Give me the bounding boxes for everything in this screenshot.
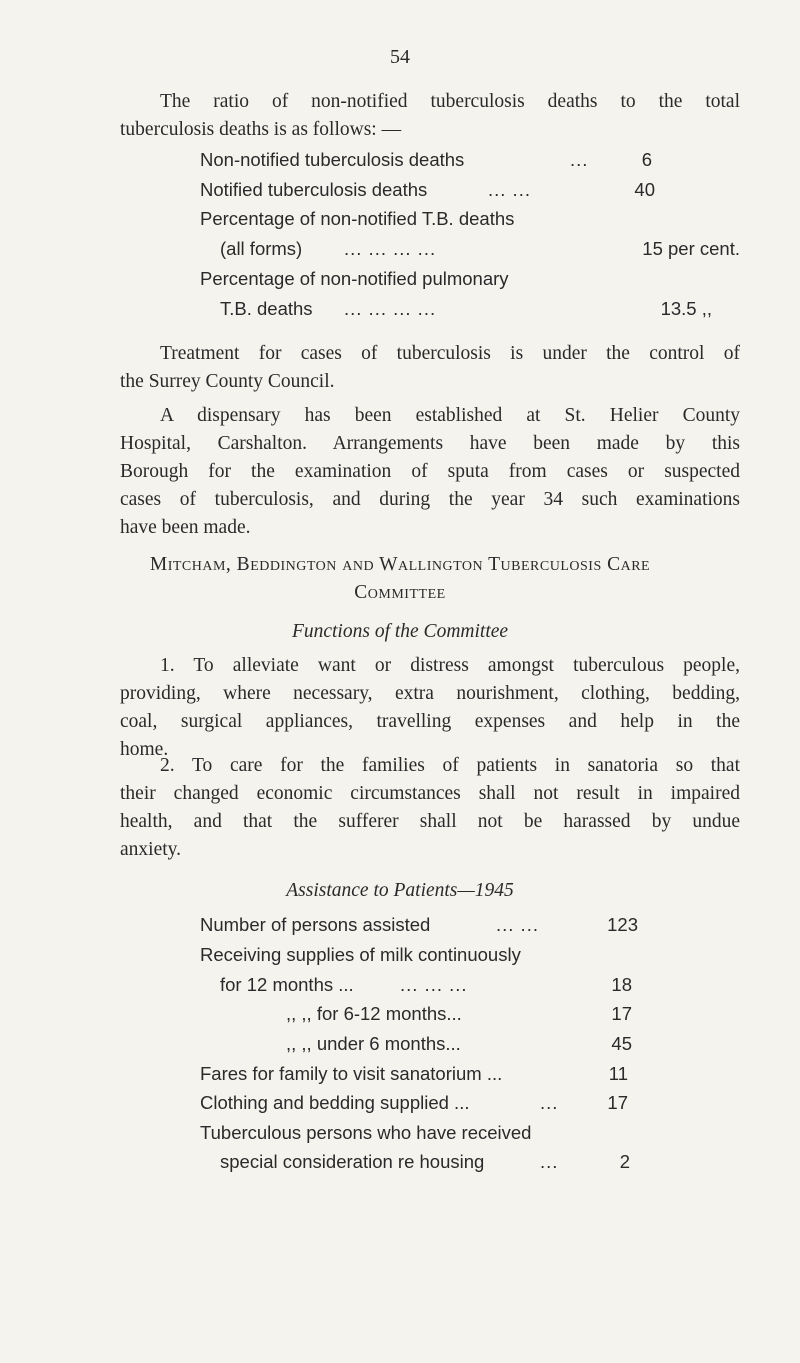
assistance-label: Fares for family to visit sanatorium ... — [200, 1063, 503, 1084]
treatment-line: Treatment for cases of tuberculosis is under the control of — [160, 343, 740, 364]
dispensary-paragraph — [120, 402, 740, 542]
treatment-line: the Surrey County Council. — [120, 371, 335, 392]
assistance-label: Tuberculous persons who have received — [200, 1122, 532, 1143]
function-line: health, and that the sufferer shall not be harassed by undue — [120, 811, 740, 832]
ratio-row — [200, 146, 700, 174]
leader-dots: ... ... — [488, 179, 531, 200]
function-line: anxiety. — [120, 839, 182, 860]
assistance-label: Number of persons assisted — [200, 914, 431, 935]
functions-heading: Functions of the Committee — [291, 621, 509, 642]
assistance-row — [200, 1119, 700, 1147]
ratio-label: T.B. deaths — [220, 298, 313, 319]
ratio-label: Non-notified tuberculosis deaths — [200, 149, 465, 170]
page-number: 54 — [390, 46, 410, 68]
leader-dots: ... — [540, 1151, 559, 1172]
ratio-row — [200, 235, 740, 263]
assistance-value: 11 — [608, 1063, 628, 1084]
assistance-value: 2 — [619, 1151, 630, 1172]
function-line: their changed economic circumstances shall not result in impaired — [120, 783, 740, 804]
ratio-value: 13.5 ,, — [660, 298, 712, 319]
ratio-label: Notified tuberculosis deaths — [200, 179, 428, 200]
assistance-value: 45 — [611, 1033, 632, 1054]
assistance-label: for 12 months ... — [220, 974, 354, 995]
assistance-row — [200, 1148, 700, 1176]
leader-dots: ... ... ... — [400, 974, 468, 995]
function-1-paragraph — [120, 652, 740, 764]
dispensary-line: A dispensary has been established at St. Helier County — [160, 405, 740, 426]
ratio-row — [200, 176, 700, 204]
assistance-label: special consideration re housing — [220, 1151, 485, 1172]
assistance-heading: Assistance to Patients—1945 — [286, 880, 514, 901]
ratio-label: Percentage of non-notified T.B. deaths — [200, 208, 515, 229]
ratio-value: 15 per cent. — [642, 238, 740, 259]
ratio-label: (all forms) — [220, 238, 303, 259]
assistance-row — [200, 1030, 700, 1058]
intro-line: The ratio of non-notified tuberculosis deaths to the total — [160, 91, 740, 112]
leader-dots: ... — [540, 1092, 559, 1113]
assistance-value: 18 — [611, 974, 632, 995]
treatment-paragraph — [120, 340, 740, 396]
assistance-label: Clothing and bedding supplied ... — [200, 1092, 470, 1113]
intro-line: tuberculosis deaths is as follows: — — [120, 119, 402, 140]
assistance-row — [200, 1000, 700, 1028]
leader-dots: ... ... ... ... — [344, 298, 437, 319]
leader-dots: ... ... ... ... — [344, 238, 437, 259]
function-line: 2. To care for the families of patients in sanatoria so that — [160, 755, 740, 776]
committee-title: Mitcham, Beddington and Wallington Tuberculosis Care — [149, 554, 651, 575]
dispensary-line: cases of tuberculosis, and during the year 34 such examinations — [120, 489, 740, 510]
assistance-row — [200, 1089, 700, 1117]
assistance-value: 123 — [607, 914, 638, 935]
assistance-label: ,, ,, for 6-12 months... — [286, 1003, 462, 1024]
intro-paragraph — [120, 88, 740, 144]
dispensary-line: Borough for the examination of sputa from cases or suspected — [120, 461, 740, 482]
assistance-label: Receiving supplies of milk continuously — [200, 944, 521, 965]
assistance-value: 17 — [611, 1003, 632, 1024]
committee-title: Committee — [354, 582, 446, 603]
ratio-label: Percentage of non-notified pulmonary — [200, 268, 509, 289]
dispensary-line: Hospital, Carshalton. Arrangements have been made by this — [120, 433, 740, 454]
ratio-value: 6 — [641, 149, 652, 170]
leader-dots: ... — [570, 149, 589, 170]
ratio-row — [200, 295, 712, 323]
function-line: home. — [120, 739, 169, 760]
ratio-value: 40 — [634, 179, 655, 200]
dispensary-line: have been made. — [120, 517, 251, 538]
assistance-value: 17 — [607, 1092, 628, 1113]
ratio-row — [200, 205, 700, 233]
leader-dots: ... ... — [496, 914, 539, 935]
assistance-label: ,, ,, under 6 months... — [286, 1033, 461, 1054]
assistance-row — [200, 1060, 700, 1088]
assistance-row — [200, 911, 700, 939]
ratio-row — [200, 265, 700, 293]
function-2-paragraph — [120, 752, 740, 864]
function-line: 1. To alleviate want or distress amongst tuberculous people, — [160, 655, 740, 676]
function-line: coal, surgical appliances, travelling expenses and help in the — [120, 711, 740, 732]
function-line: providing, where necessary, extra nourishment, clothing, bedding, — [120, 683, 740, 704]
assistance-row — [200, 941, 700, 969]
assistance-row — [200, 971, 700, 999]
